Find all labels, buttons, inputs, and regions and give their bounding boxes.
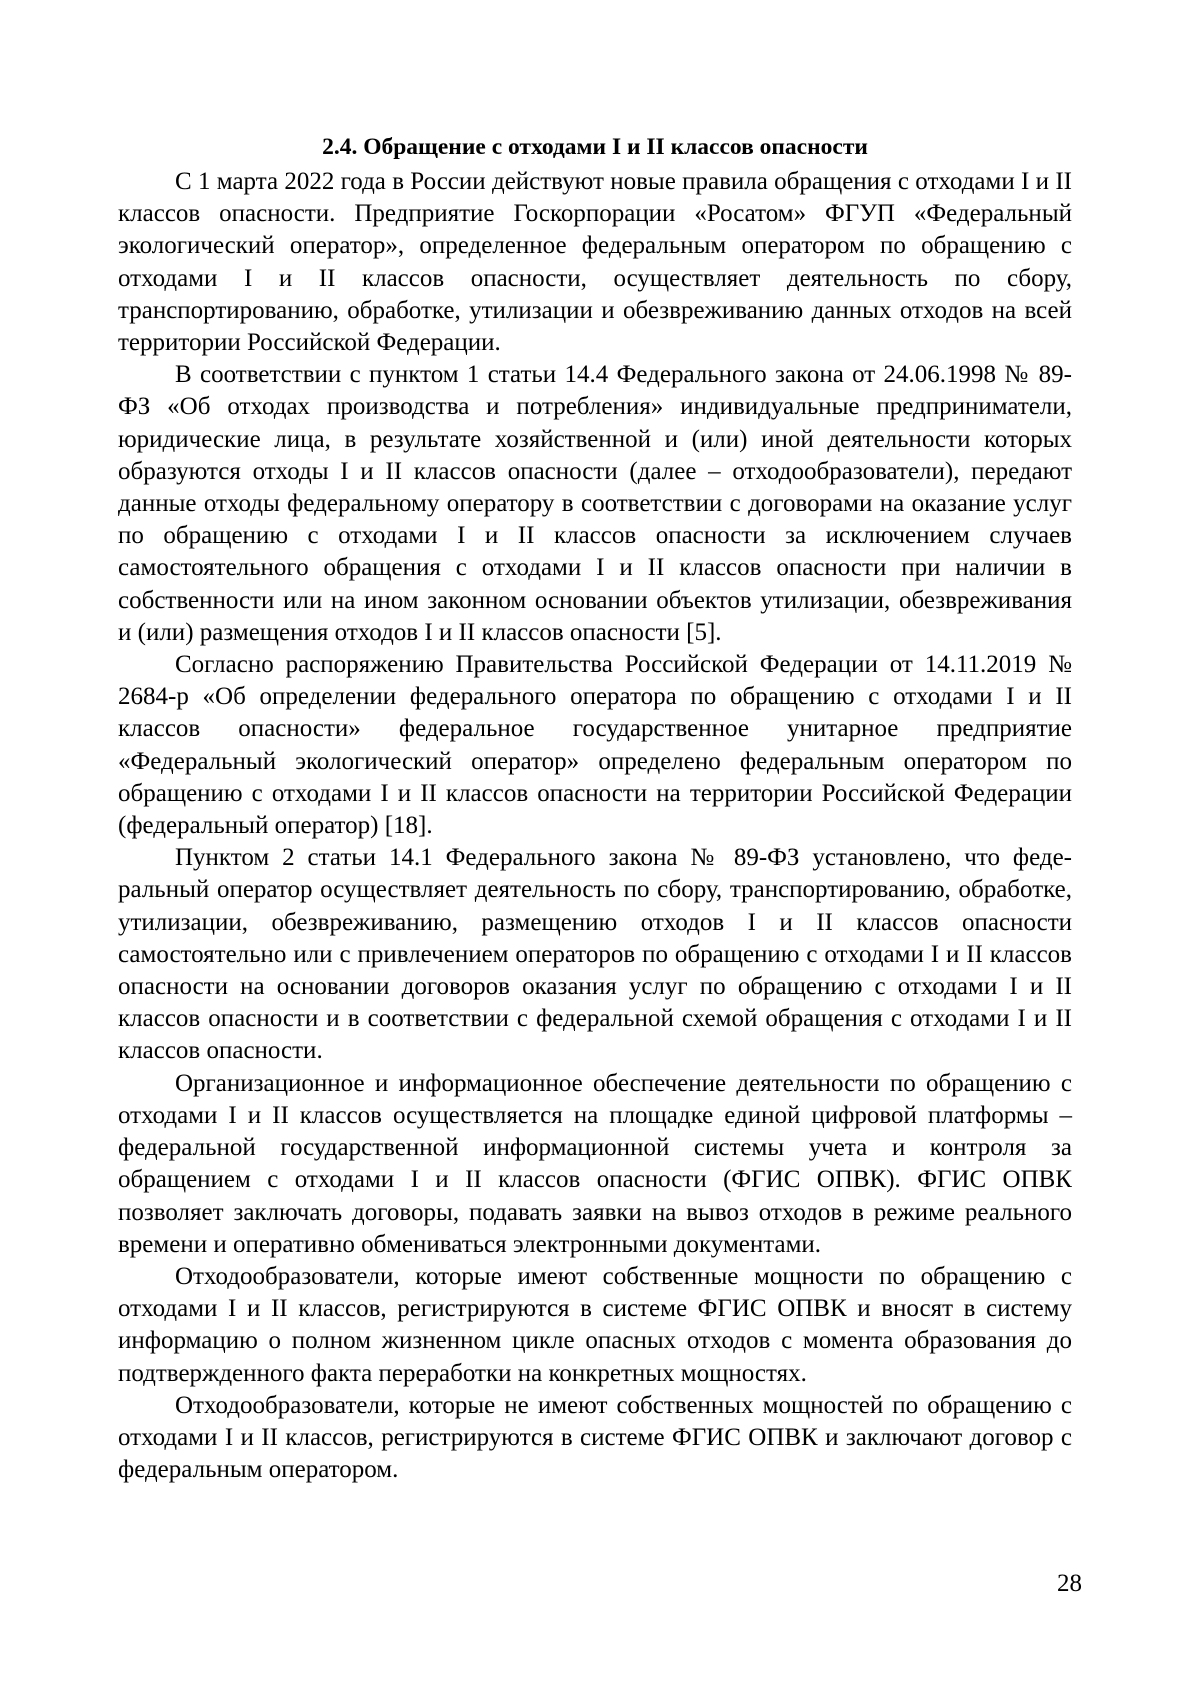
page-number: 28 [1057,1570,1082,1597]
paragraph-6: Отходообразователи, которые имеют собственные мощности по обращению с отходами I и II классов, регистрируются в системе ФГИС ОПВК и вносят в систему информацию о полном жизненном цикле опасных отходов с момента образования до подтвержденного факта переработки на конкретных мощностях. [118,1262,1072,1387]
paragraph-5: Организационное и информационное обеспечение деятельности по обращению с отходами I и II классов осуществляется на площадке единой цифровой платформы – федеральной государственной информационной системы учета и контроля за обращением с отходами I и II классов опасности (ФГИС ОПВК). ФГИС ОПВК позволяет заключать договоры, подавать заявки на вывоз отходов в режиме реального времени и оперативно обмениваться электронными документами. [118,1069,1072,1258]
paragraph-3: Согласно распоряжению Правительства Российской Федерации от 14.11.2019 № 2684-р «Об определении федерального оператора по обращению с отходами I и II классов опасности» федеральное государственное унитарное предприятие «Федеральный экологический оператор» определено федеральным оператором по обращению с отходами I и II классов опасности на территории Российской Федерации (федеральный оператор) [18]. [118,651,1072,840]
paragraph-2: В соответствии с пунктом 1 статьи 14.4 Федерального закона от 24.06.1998 № 89-ФЗ «Об отходах производства и потребления» индивидуальные предприниматели, юридические лица, в результате хозяйственной и (или) иной деятельности которых образуются отходы I и II классов опасности (далее – отходообразователи), передают данные отходы федеральному оператору в соответствии с договорами на оказание услуг по обращению с отходами I и II классов опасности за исключением случаев самостоятельного обращения с отходами I и II классов опасности при наличии в собственности или на ином законном основании объектов утилизации, обезвреживания и (или) размещения отходов I и II классов опасности [5]. [118,361,1072,646]
paragraph-7: Отходообразователи, которые не имеют собственных мощностей по обращению с отходами I и II классов, регистрируются в системе ФГИС ОПВК и заключают договор с федеральным оператором. [118,1391,1072,1484]
page-content [118,130,1072,1486]
paragraph-1: С 1 марта 2022 года в России действуют новые правила обращения с отходами I и II классов опасности. Предприятие Госкорпорации «Росатом» ФГУП «Федеральный экологический оператор», определенное федеральным оператором по обращению с отходами I и II классов опасности, осуществляет деятельность по сбору, транспортированию, обработке, утилизации и обезвреживанию данных отходов на всей территории Российской Федерации. [118,168,1072,357]
paragraph-4: Пунктом 2 статьи 14.1 Федерального закона № 89-ФЗ установлено, что федеральный оператор осуществляет деятельность по сбору, транспортированию, обработке, утилизации, обезвреживанию, размещению отходов I и II классов опасности самостоятельно или с привлечением операторов по обращению с отходами I и II классов опасности на основании договоров оказания услуг по обращению с отходами I и II классов опасности и в соответствии с федеральной схемой обращения с отходами I и II классов опасности. [118,844,1072,1065]
section-heading: 2.4. Обращение с отходами I и II классов опасности [322,134,868,160]
